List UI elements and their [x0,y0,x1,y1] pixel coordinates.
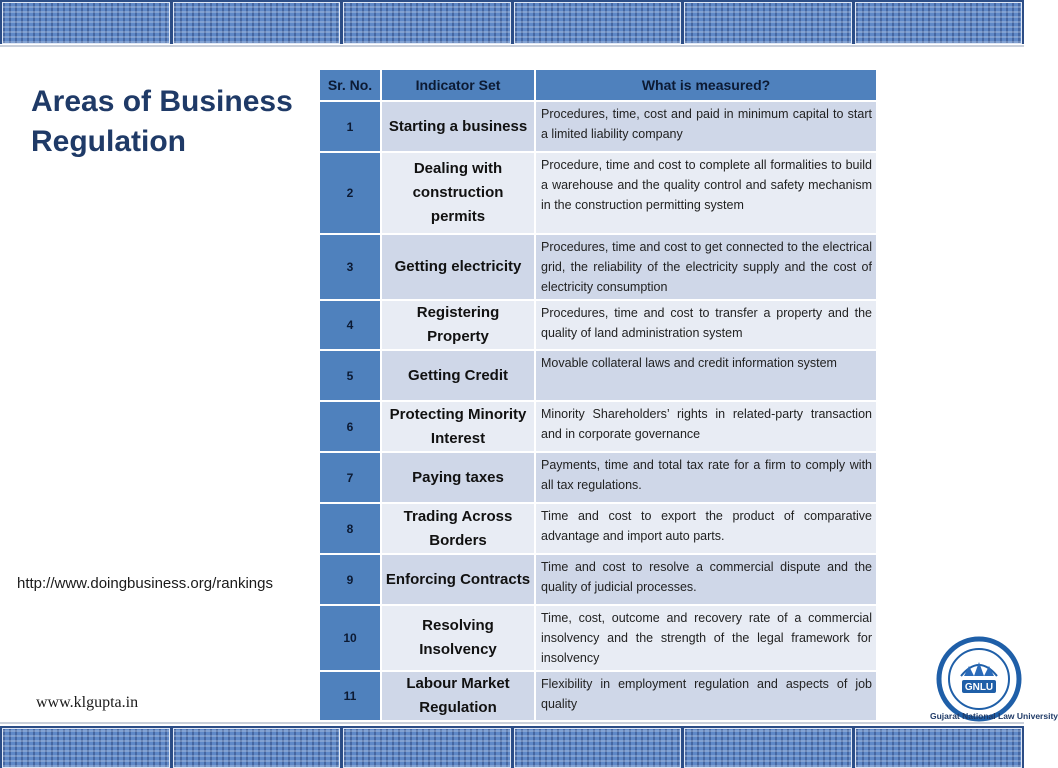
table-row [320,453,878,504]
measured-cell: Minority Shareholders’ rights in related-party transaction and in corporate governance [536,402,878,453]
table-header-row [320,70,878,102]
measured-cell: Time and cost to export the product of comparative advantage and import auto parts. [536,504,878,555]
band-tile [2,2,170,44]
indicator-cell: Protecting Minority Interest [382,402,536,453]
logo-emblem-text: GNLU [964,682,994,693]
gnlu-logo-emblem [936,636,1022,722]
website-footer: www.klgupta.in [36,694,139,711]
sr-no-cell: 1 [320,102,382,153]
indicator-cell: Starting a business [382,102,536,153]
business-regulation-table [320,70,878,722]
slide-title [31,82,293,162]
indicator-cell: Labour Market Regulation [382,672,536,722]
top-divider-line [0,45,1024,47]
band-tile [684,728,852,768]
band-tile [343,2,511,44]
band-tile [2,728,170,768]
sr-no-cell: 4 [320,301,382,351]
slide-title-line-1: Areas of Business [31,85,293,118]
sr-no-cell: 9 [320,555,382,606]
sr-no-cell: 2 [320,153,382,235]
indicator-cell: Enforcing Contracts [382,555,536,606]
band-tile [855,2,1023,44]
top-decorative-band [0,0,1024,44]
bottom-decorative-band [0,726,1024,768]
indicator-cell: Trading Across Borders [382,504,536,555]
column-header-what-is-measured: What is measured? [536,70,878,102]
bottom-divider-line [0,722,1024,724]
sr-no-cell: 10 [320,606,382,672]
indicator-cell: Getting electricity [382,235,536,301]
measured-cell: Time, cost, outcome and recovery rate of a commercial insolvency and the strength of the legal framework for insolvency [536,606,878,672]
indicator-cell: Dealing with construction permits [382,153,536,235]
indicator-cell: Paying taxes [382,453,536,504]
table-row [320,672,878,722]
table-row [320,504,878,555]
sr-no-cell: 6 [320,402,382,453]
measured-cell: Movable collateral laws and credit information system [536,351,878,402]
measured-cell: Procedures, time and cost to transfer a property and the quality of land administration system [536,301,878,351]
table-row [320,606,878,672]
table-row [320,102,878,153]
measured-cell: Procedures, time, cost and paid in minimum capital to start a limited liability company [536,102,878,153]
band-tile [514,2,682,44]
sr-no-cell: 5 [320,351,382,402]
sr-no-cell: 3 [320,235,382,301]
measured-cell: Time and cost to resolve a commercial dispute and the quality of judicial processes. [536,555,878,606]
band-tile [514,728,682,768]
sr-no-cell: 11 [320,672,382,722]
band-tile [855,728,1023,768]
table-row [320,301,878,351]
indicator-cell: Getting Credit [382,351,536,402]
indicator-cell: Resolving Insolvency [382,606,536,672]
table-row [320,555,878,606]
column-header-indicator-set: Indicator Set [382,70,536,102]
indicator-cell: Registering Property [382,301,536,351]
measured-cell: Procedure, time and cost to complete all formalities to build a warehouse and the quality control and safety mechanism in the construction permitting system [536,153,878,235]
band-tile [173,728,341,768]
measured-cell: Procedures, time and cost to get connected to the electrical grid, the reliability of the electricity supply and the cost of electricity consumption [536,235,878,301]
table-row [320,153,878,235]
table-row [320,351,878,402]
doing-business-rankings-link[interactable]: http://www.doingbusiness.org/rankings [17,575,273,592]
sr-no-cell: 7 [320,453,382,504]
sr-no-cell: 8 [320,504,382,555]
measured-cell: Flexibility in employment regulation and aspects of job quality [536,672,878,722]
logo-caption: Gujarat National Law University [930,711,1058,721]
measured-cell: Payments, time and total tax rate for a firm to comply with all tax regulations. [536,453,878,504]
band-tile [684,2,852,44]
column-header-sr-no: Sr. No. [320,70,382,102]
table-row [320,235,878,301]
band-tile [343,728,511,768]
band-tile [173,2,341,44]
table-row [320,402,878,453]
slide-title-line-2: Regulation [31,125,186,158]
